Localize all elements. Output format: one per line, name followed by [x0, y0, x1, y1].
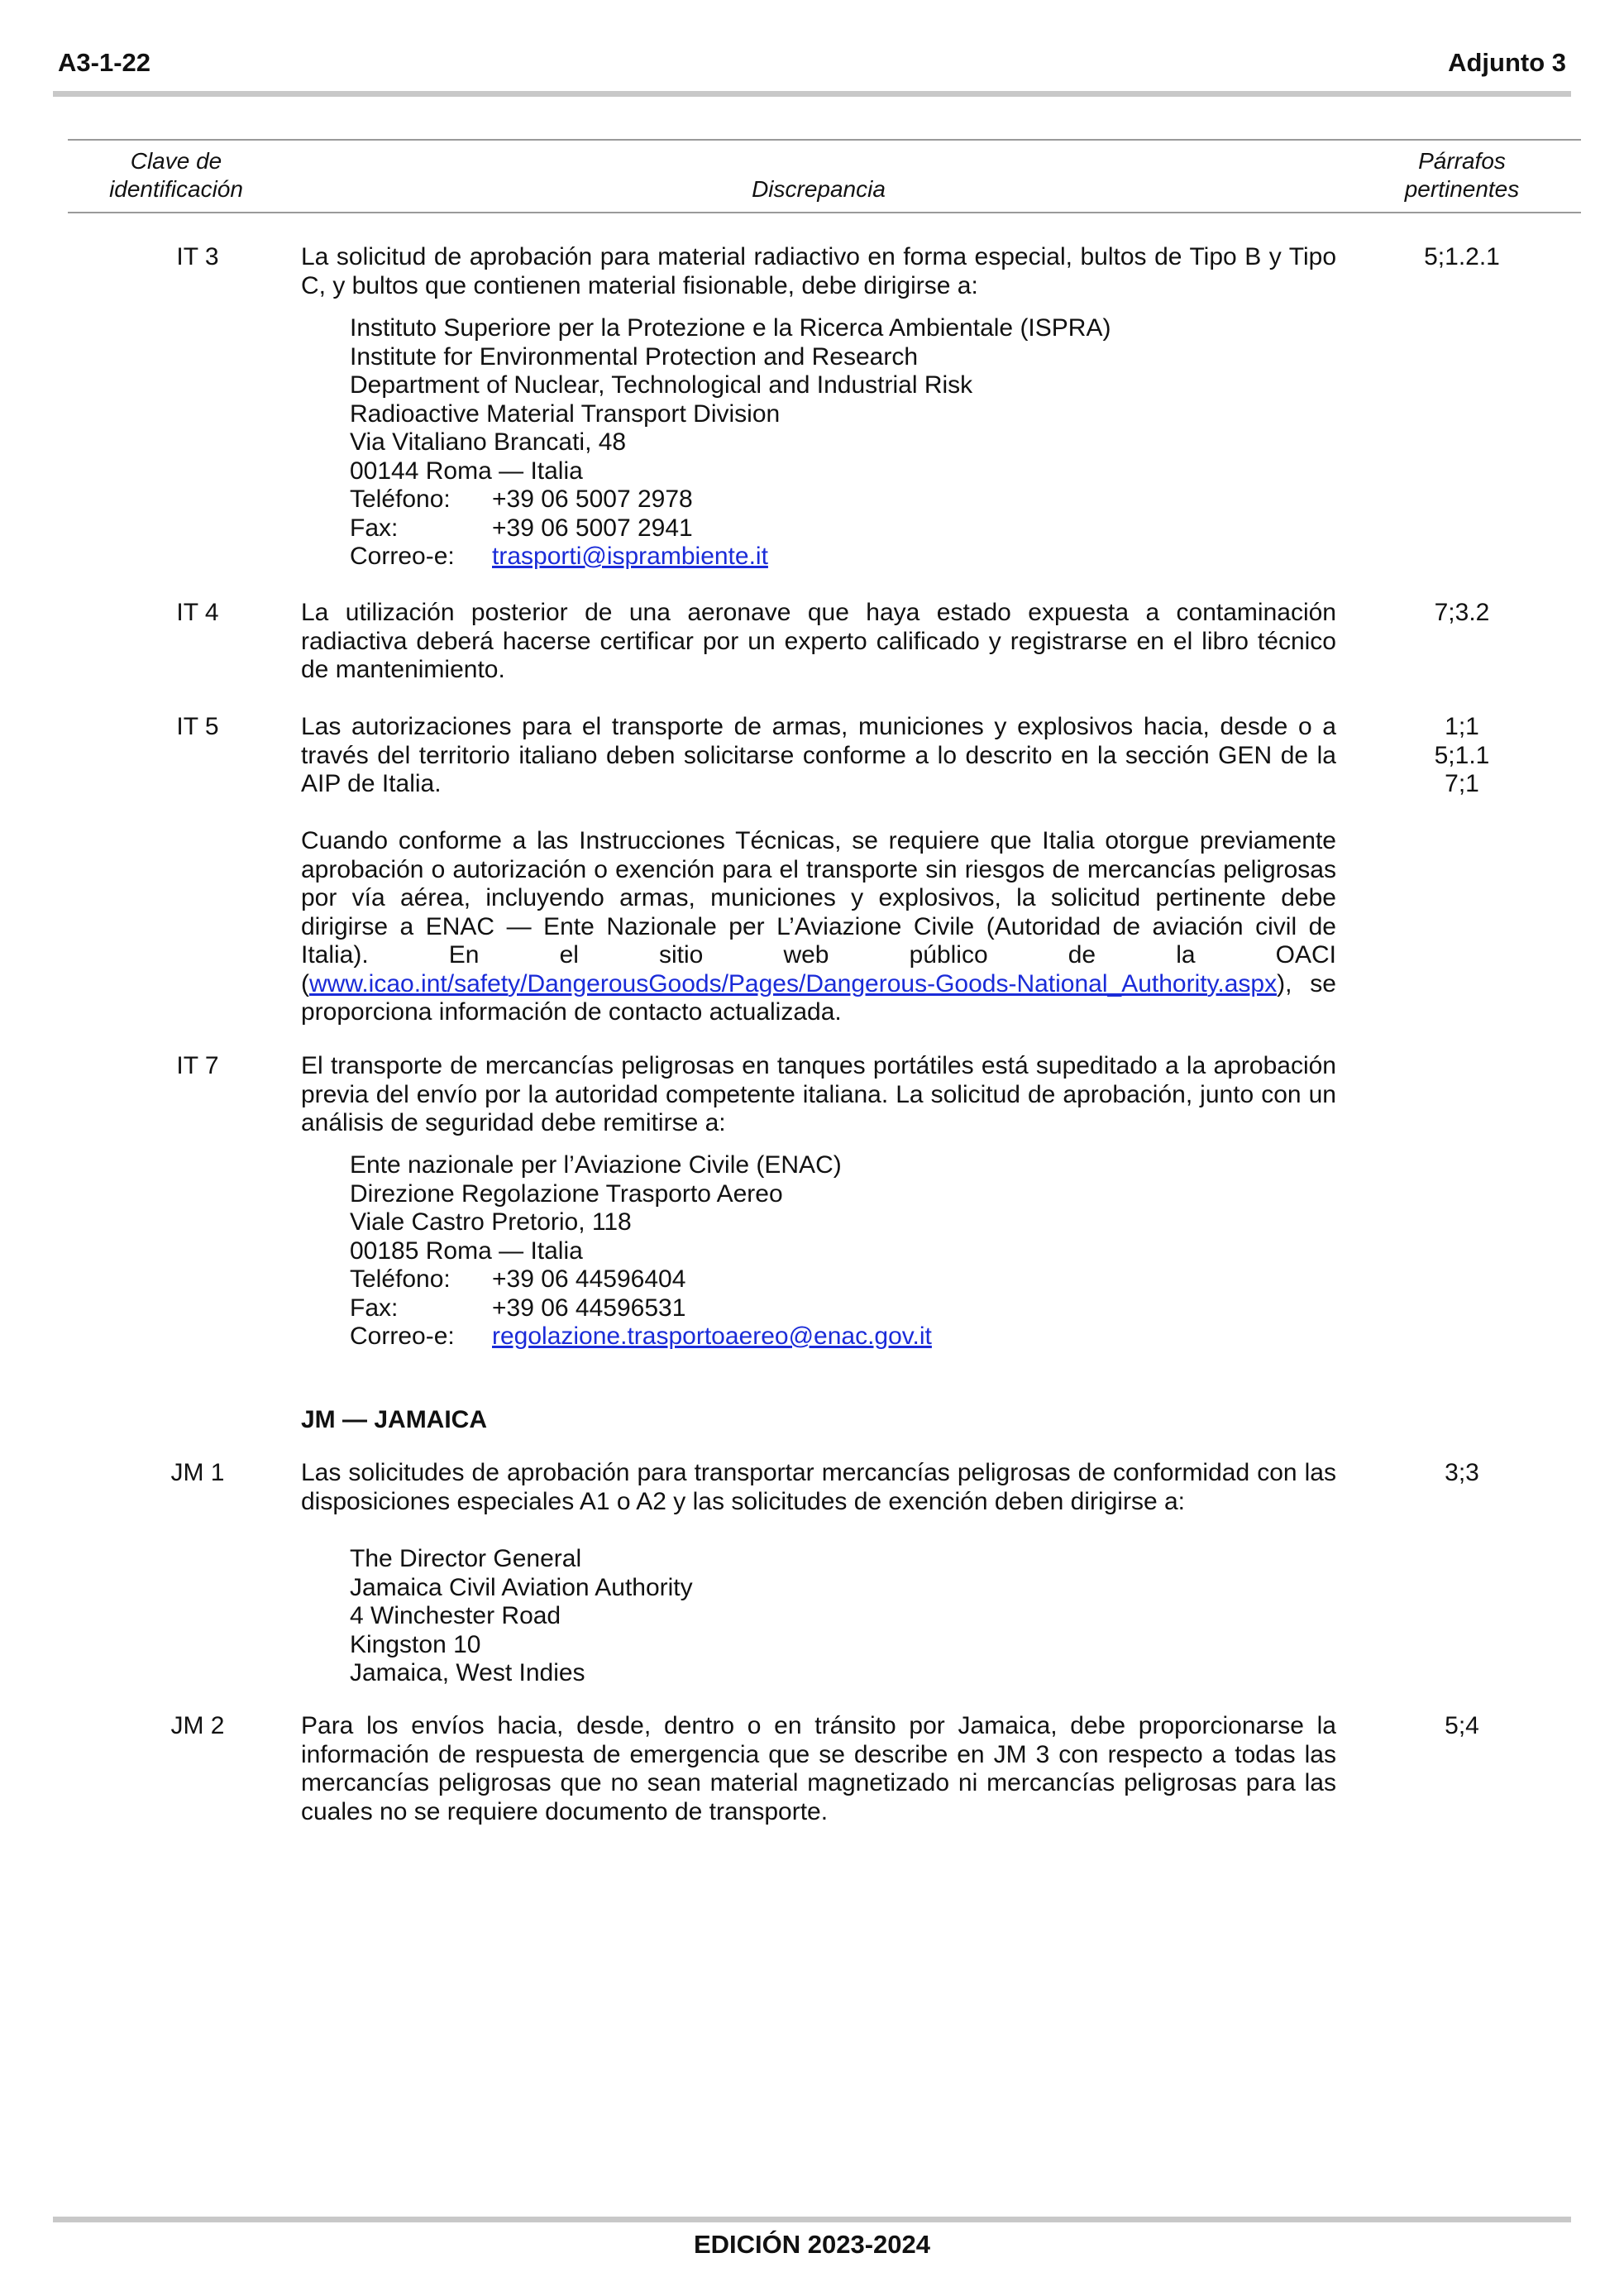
address-line: Ente nazionale per l’Aviazione Civile (ENAC) [350, 1151, 842, 1179]
address-line: Jamaica, West Indies [350, 1659, 585, 1686]
address-block [350, 314, 1342, 572]
address-line: 00185 Roma — Italia [350, 1236, 583, 1265]
header-rule [53, 91, 1571, 97]
table-top-rule [68, 139, 1581, 141]
footer-rule [53, 2217, 1571, 2222]
entry-text-continued: Cuando conforme a las Instrucciones Técnicas, se requiere que Italia otorgue previamente aprobación o autorización o exención para el transporte sin riesgos de mercancías peligrosas por vía aérea, incluyendo armas, municiones y explosivos, la solicitud pertinente debe dirigirse a ENAC — Ente Nazionale per L’Aviazione Civile (Autoridad de aviación civil de Italia). En el sitio web público de la OACI (www.icao.int/safety/DangerousGoods/Pages/Dangerous-Goods-National_Authority.aspx), se proporciona información de contacto actualizada. [301, 827, 1336, 1026]
fax-line: Fax: +39 06 44596531 [350, 1294, 686, 1322]
entry-text: Las autorizaciones para el transporte de armas, municiones y explosivos hacia, desde o a través del territorio italiano deben solicitarse conforme a lo descrito en la sección GEN de la AIP de Italia. [301, 713, 1336, 797]
column-heading-discrepancy: Discrepancia [752, 176, 886, 202]
attachment-label: Adjunto 3 [1448, 48, 1566, 77]
edition-footer: EDICIÓN 2023-2024 [693, 2230, 931, 2259]
address-line: Department of Nuclear, Technological and Industrial Risk [350, 371, 973, 399]
email-line: Correo-e: regolazione.trasportoaereo@enac.gov.it [350, 1323, 932, 1350]
entry-text: La utilización posterior de una aeronave que haya estado expuesta a contaminación radiactiva deberá hacerse certificar por un experto calificado y registrarse en el libro técnico de mantenimiento. [301, 599, 1336, 683]
phone-line: Teléfono: +39 06 5007 2978 [350, 486, 693, 513]
address-line: 00144 Roma — Italia [350, 457, 583, 485]
entry-id: IT 3 [176, 243, 219, 270]
page-header [55, 48, 1569, 84]
column-heading-id: Clave de identificación [109, 148, 243, 202]
phone-line: Teléfono: +39 06 44596404 [350, 1265, 686, 1293]
address-block [350, 1151, 1342, 1351]
email-line: Correo-e: trasporti@isprambiente.it [350, 543, 768, 570]
address-line: The Director General [350, 1545, 582, 1572]
address-line: Radioactive Material Transport Division [350, 399, 781, 428]
fax-line: Fax: +39 06 5007 2941 [350, 514, 693, 542]
address-line: 4 Winchester Road [350, 1602, 561, 1629]
page-number: A3-1-22 [58, 48, 150, 77]
entry-id: IT 5 [176, 713, 219, 740]
address-block [350, 1545, 1342, 1688]
entry-refs: 7;3.2 [1434, 599, 1490, 626]
icao-link[interactable]: www.icao.int/safety/DangerousGoods/Pages/Dangerous-Goods-National_Authority.aspx [309, 969, 1278, 997]
section-heading: JM — JAMAICA [301, 1406, 488, 1433]
entry-id: JM 2 [170, 1712, 225, 1739]
entry-refs: 1;1 5;1.1 7;1 [1434, 713, 1490, 797]
entry-id: IT 4 [176, 599, 219, 626]
address-line: Viale Castro Pretorio, 118 [350, 1208, 632, 1236]
address-line: Institute for Environmental Protection and Research [350, 342, 919, 371]
address-line: Instituto Superiore per la Protezione e la Ricerca Ambientale (ISPRA) [350, 314, 1111, 342]
entry-refs: 3;3 [1445, 1459, 1479, 1486]
address-line: Via Vitaliano Brancati, 48 [350, 428, 627, 456]
entry-id: IT 7 [176, 1052, 219, 1079]
address-line: Jamaica Civil Aviation Authority [350, 1573, 693, 1601]
entry-text: Las solicitudes de aprobación para transportar mercancías peligrosas de conformidad con las disposiciones especiales A1 o A2 y las solicitudes de exención deben dirigirse a: [301, 1459, 1336, 1515]
column-heading-refs: Párrafos pertinentes [1404, 148, 1520, 202]
entry-text: La solicitud de aprobación para material radiactivo en forma especial, bultos de Tipo B y Tipo C, y bultos que contienen material fisionable, debe dirigirse a: [301, 243, 1336, 299]
entry-text: El transporte de mercancías peligrosas en tanques portátiles está supeditado a la aprobación previa del envío por la autoridad competente italiana. La solicitud de aprobación, junto con un análisis de seguridad debe remitirse a: [301, 1052, 1336, 1136]
entry-text: Para los envíos hacia, desde, dentro o en tránsito por Jamaica, debe proporcionarse la información de respuesta de emergencia que se describe en JM 3 con respecto a todas las mercancías peligrosas que no sean material magnetizado ni mercancías peligrosas para las cuales no se requiere documento de transporte. [301, 1712, 1336, 1825]
email-link[interactable]: regolazione.trasportoaereo@enac.gov.it [492, 1323, 932, 1350]
entry-refs: 5;1.2.1 [1424, 243, 1500, 270]
entry-id: JM 1 [170, 1459, 225, 1486]
address-line: Direzione Regolazione Trasporto Aereo [350, 1179, 783, 1208]
address-line: Kingston 10 [350, 1630, 481, 1658]
entry-refs: 5;4 [1445, 1712, 1479, 1739]
email-link[interactable]: trasporti@isprambiente.it [492, 543, 768, 570]
table-header-rule [68, 212, 1581, 213]
